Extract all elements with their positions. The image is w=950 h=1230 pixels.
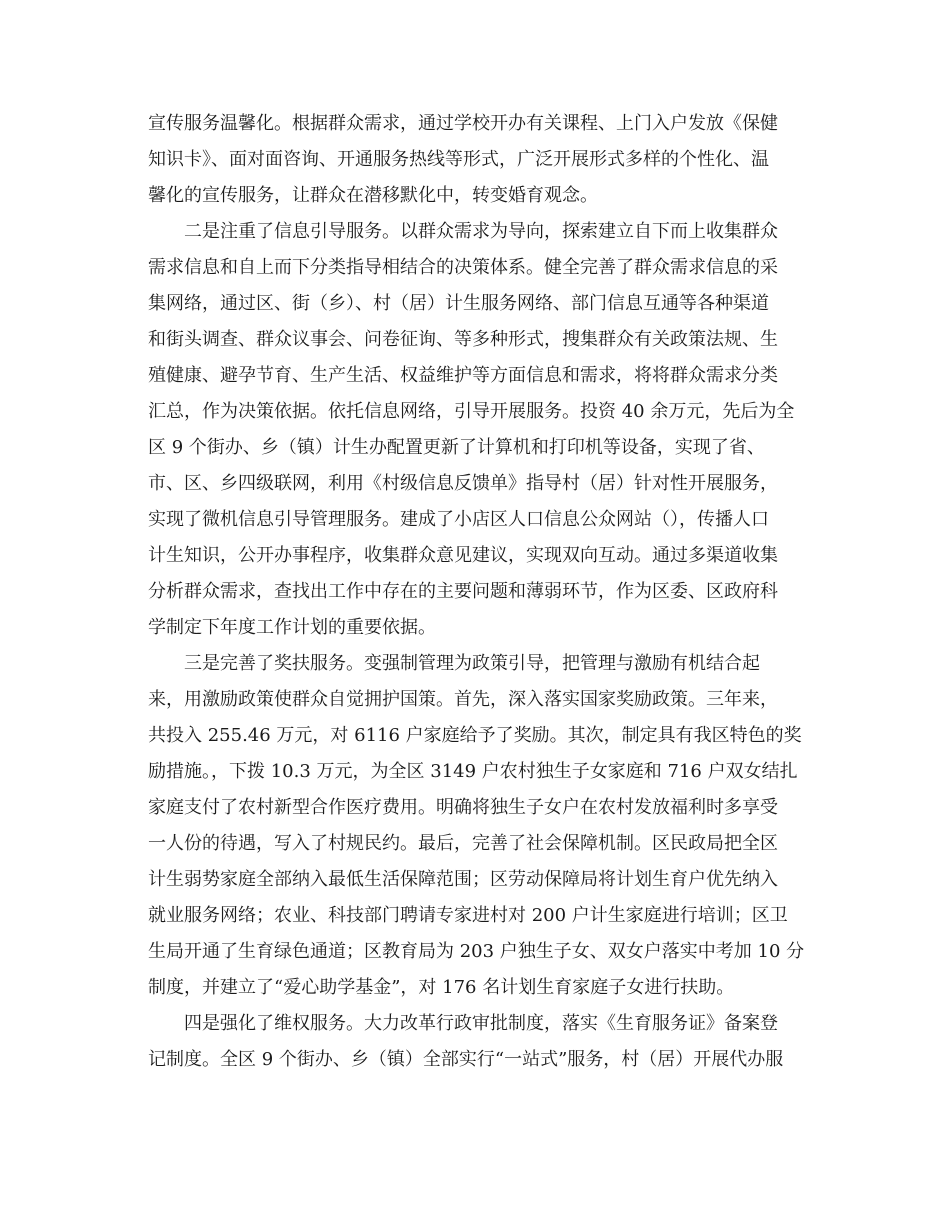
text-line: 馨化的宣传服务，让群众在潜移默化中，转变婚育观念。 — [148, 185, 598, 206]
text-line: 知识卡》、面对面咨询、开通服务热线等形式，广泛开展形式多样的个性化、温 — [148, 149, 769, 170]
text-line: 需求信息和自上而下分类指导相结合的决策体系。健全完善了群众需求信息的采 — [148, 257, 778, 278]
text-line: 集网络，通过区、街（乡）、村（居）计生服务网络、部门信息互通等各种渠道 — [148, 293, 769, 314]
text-line: 分析群众需求，查找出工作中存在的主要问题和薄弱环节，作为区委、区政府科 — [148, 581, 778, 602]
text-line: 计生知识，公开办事程序，收集群众意见建议，实现双向互动。通过多渠道收集 — [148, 545, 778, 566]
text-line: 记制度。全区 9 个街办、乡（镇）全部实行“一站式”服务，村（居）开展代办服 — [148, 1049, 784, 1070]
text-line: 生局开通了生育绿色通道；区教育局为 203 户独生子女、双女户落实中考加 10 分 — [148, 941, 805, 962]
text-line: 励措施。，下拨 10.3 万元，为全区 3149 户农村独生子女家庭和 716 户双女结扎 — [148, 761, 798, 782]
text-line: 来，用激励政策使群众自觉拥护国策。首先，深入落实国家奖励政策。三年来， — [148, 689, 778, 710]
text-line: 共投入 255.46 万元，对 6116 户家庭给予了奖励。其次，制定具有我区特色的奖 — [148, 725, 802, 746]
text-line: 汇总，作为决策依据。依托信息网络，引导开展服务。投资 40 余万元，先后为全 — [148, 401, 795, 422]
paragraph-start-line: 三是完善了奖扶服务。变强制管理为政策引导，把管理与激励有机结合起 — [184, 653, 760, 674]
text-line: 市、区、乡四级联网，利用《村级信息反馈单》指导村（居）针对性开展服务， — [148, 473, 778, 494]
paragraph-start-line: 二是注重了信息引导服务。以群众需求为导向，探索建立自下而上收集群众 — [184, 221, 778, 242]
text-line: 家庭支付了农村新型合作医疗费用。明确将独生子女户在农村发放福利时多享受 — [148, 797, 778, 818]
text-line: 一人份的待遇，写入了村规民约。最后，完善了社会保障机制。区民政局把全区 — [148, 833, 778, 854]
text-line: 学制定下年度工作计划的重要依据。 — [148, 617, 436, 638]
text-line: 宣传服务温馨化。根据群众需求，通过学校开办有关课程、上门入户发放《保健 — [148, 113, 778, 134]
text-line: 计生弱势家庭全部纳入最低生活保障范围；区劳动保障局将计划生育户优先纳入 — [148, 869, 778, 890]
text-line: 制度，并建立了“爱心助学基金”，对 176 名计划生育家庭子女进行扶助。 — [148, 977, 735, 998]
paragraph-start-line: 四是强化了维权服务。大力改革行政审批制度，落实《生育服务证》备案登 — [184, 1013, 778, 1034]
text-line: 就业服务网络；农业、科技部门聘请专家进村对 200 户计生家庭进行培训；区卫 — [148, 905, 788, 926]
text-line: 和街头调查、群众议事会、问卷征询、等多种形式，搜集群众有关政策法规、生 — [148, 329, 778, 350]
text-line: 区 9 个街办、乡（镇）计生办配置更新了计算机和打印机等设备，实现了省、 — [148, 437, 765, 458]
text-line: 殖健康、避孕节育、生产生活、权益维护等方面信息和需求，将将群众需求分类 — [148, 365, 778, 386]
text-line: 实现了微机信息引导管理服务。建成了小店区人口信息公众网站（），传播人口 — [148, 509, 769, 530]
